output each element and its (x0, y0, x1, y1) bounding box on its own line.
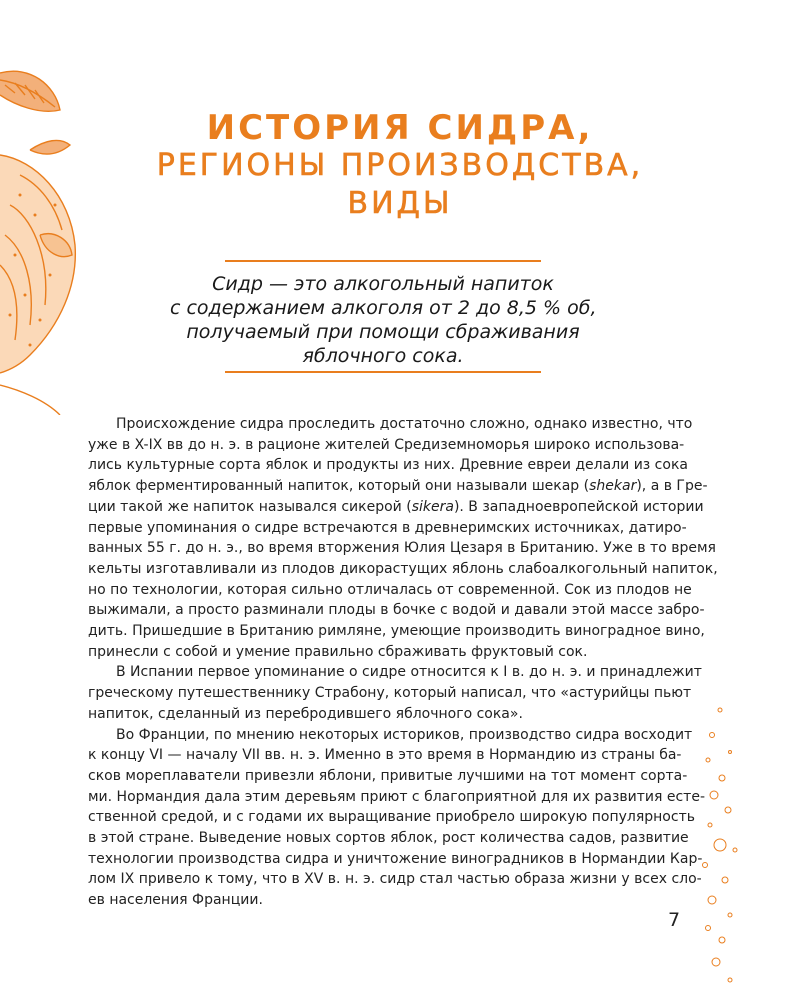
term-shekar: shekar (589, 478, 637, 495)
text-line: ев населения Франции. (88, 892, 263, 909)
text-line: ственной средой, и с годами их выращивание приобрело широкую популярность (88, 809, 695, 826)
paragraph-2 (88, 662, 702, 724)
term-sikera: sikera (411, 498, 454, 515)
text-line: принесли с собой и умение правильно сбраживать фруктовый сок. (88, 643, 588, 660)
text-line: напиток, сделанный из перебродившего яблочного сока». (88, 705, 523, 722)
title-line-2: РЕГИОНЫ ПРОИЗВОДСТВА, (156, 148, 644, 183)
text-line: Происхождение сидра проследить достаточно сложно, однако известно, что (116, 416, 693, 432)
text-line: технологии производства сидра и уничтожение виноградников в Нормандии Кар- (88, 850, 703, 867)
body-text (88, 414, 718, 911)
text-fragment: ). В западноевропейской истории (453, 498, 704, 515)
text-line: В Испании первое упоминание о сидре относится к I в. до н. э. и принадлежит (116, 664, 702, 681)
text-line (88, 476, 708, 497)
bubbles-decoration (690, 700, 750, 990)
text-line: лись культурные сорта яблок и продукты из них. Древние евреи делали из сока (88, 457, 688, 474)
text-line: ми. Нормандия дала этим деревьям приют с благоприятной для их развития есте- (88, 788, 705, 805)
lead-line: получаемый при помощи сбраживания (186, 321, 580, 343)
text-line: Во Франции, по мнению некоторых историков, производство сидра восходит (116, 726, 693, 743)
text-line: уже в X-IX вв до н. э. в рационе жителей Средиземноморья широко использова- (88, 436, 685, 453)
text-fragment: яблок ферментированный напиток, который они называли шекар ( (88, 478, 590, 495)
text-fragment: ), а в Гре- (636, 478, 708, 495)
text-line: к концу VI — началу VII вв. н. э. Именно в это время в Нормандию из страны ба- (88, 747, 682, 764)
paragraph-3 (88, 725, 705, 911)
text-line: греческому путешественнику Страбону, который написал, что «астурийцы пьют (88, 685, 692, 702)
text-line: сков мореплаватели привезли яблони, привитые лучшими на тот момент сорта- (88, 767, 688, 784)
divider-top (225, 260, 541, 262)
divider-bottom (225, 371, 541, 373)
text-line: выжимали, а просто разминали плоды в бочке с водой и давали этой массе забро- (88, 602, 705, 619)
text-line: лом IX привело к тому, что в XV в. н. э. сидр стал частью образа жизни у всех сло- (88, 871, 702, 888)
text-line: ванных 55 г. до н. э., во время вторжения Юлия Цезаря в Британию. Уже в то время (88, 540, 716, 557)
text-line: дить. Пришедшие в Британию римляне, умеющие производить виноградное вино, (88, 623, 705, 640)
text-line: первые упоминания о сидре встречаются в древнеримских источниках, датиро- (88, 519, 687, 536)
lead-definition (170, 272, 596, 368)
lead-line: яблочного сока. (302, 345, 464, 367)
title-line-3: ВИДЫ (347, 186, 453, 221)
text-fragment: ции такой же напиток назывался сикерой ( (88, 498, 412, 515)
paragraph-1 (88, 414, 718, 662)
text-line (88, 497, 704, 518)
lead-line: с содержанием алкоголя от 2 до 8,5 % об, (170, 297, 597, 319)
text-line: кельты изготавливали из плодов дикорастущих яблонь слабоалкогольный напиток, (88, 560, 718, 577)
text-line: но по технологии, которая сильно отличалась от современной. Сок из плодов не (88, 581, 692, 598)
page-number: 7 (668, 909, 681, 931)
text-line: в этой стране. Выведение новых сортов яблок, рост количества садов, развитие (88, 830, 689, 847)
lead-line: Сидр — это алкогольный напиток (212, 273, 554, 295)
title-line-1: ИСТОРИЯ СИДРА, (206, 108, 594, 148)
